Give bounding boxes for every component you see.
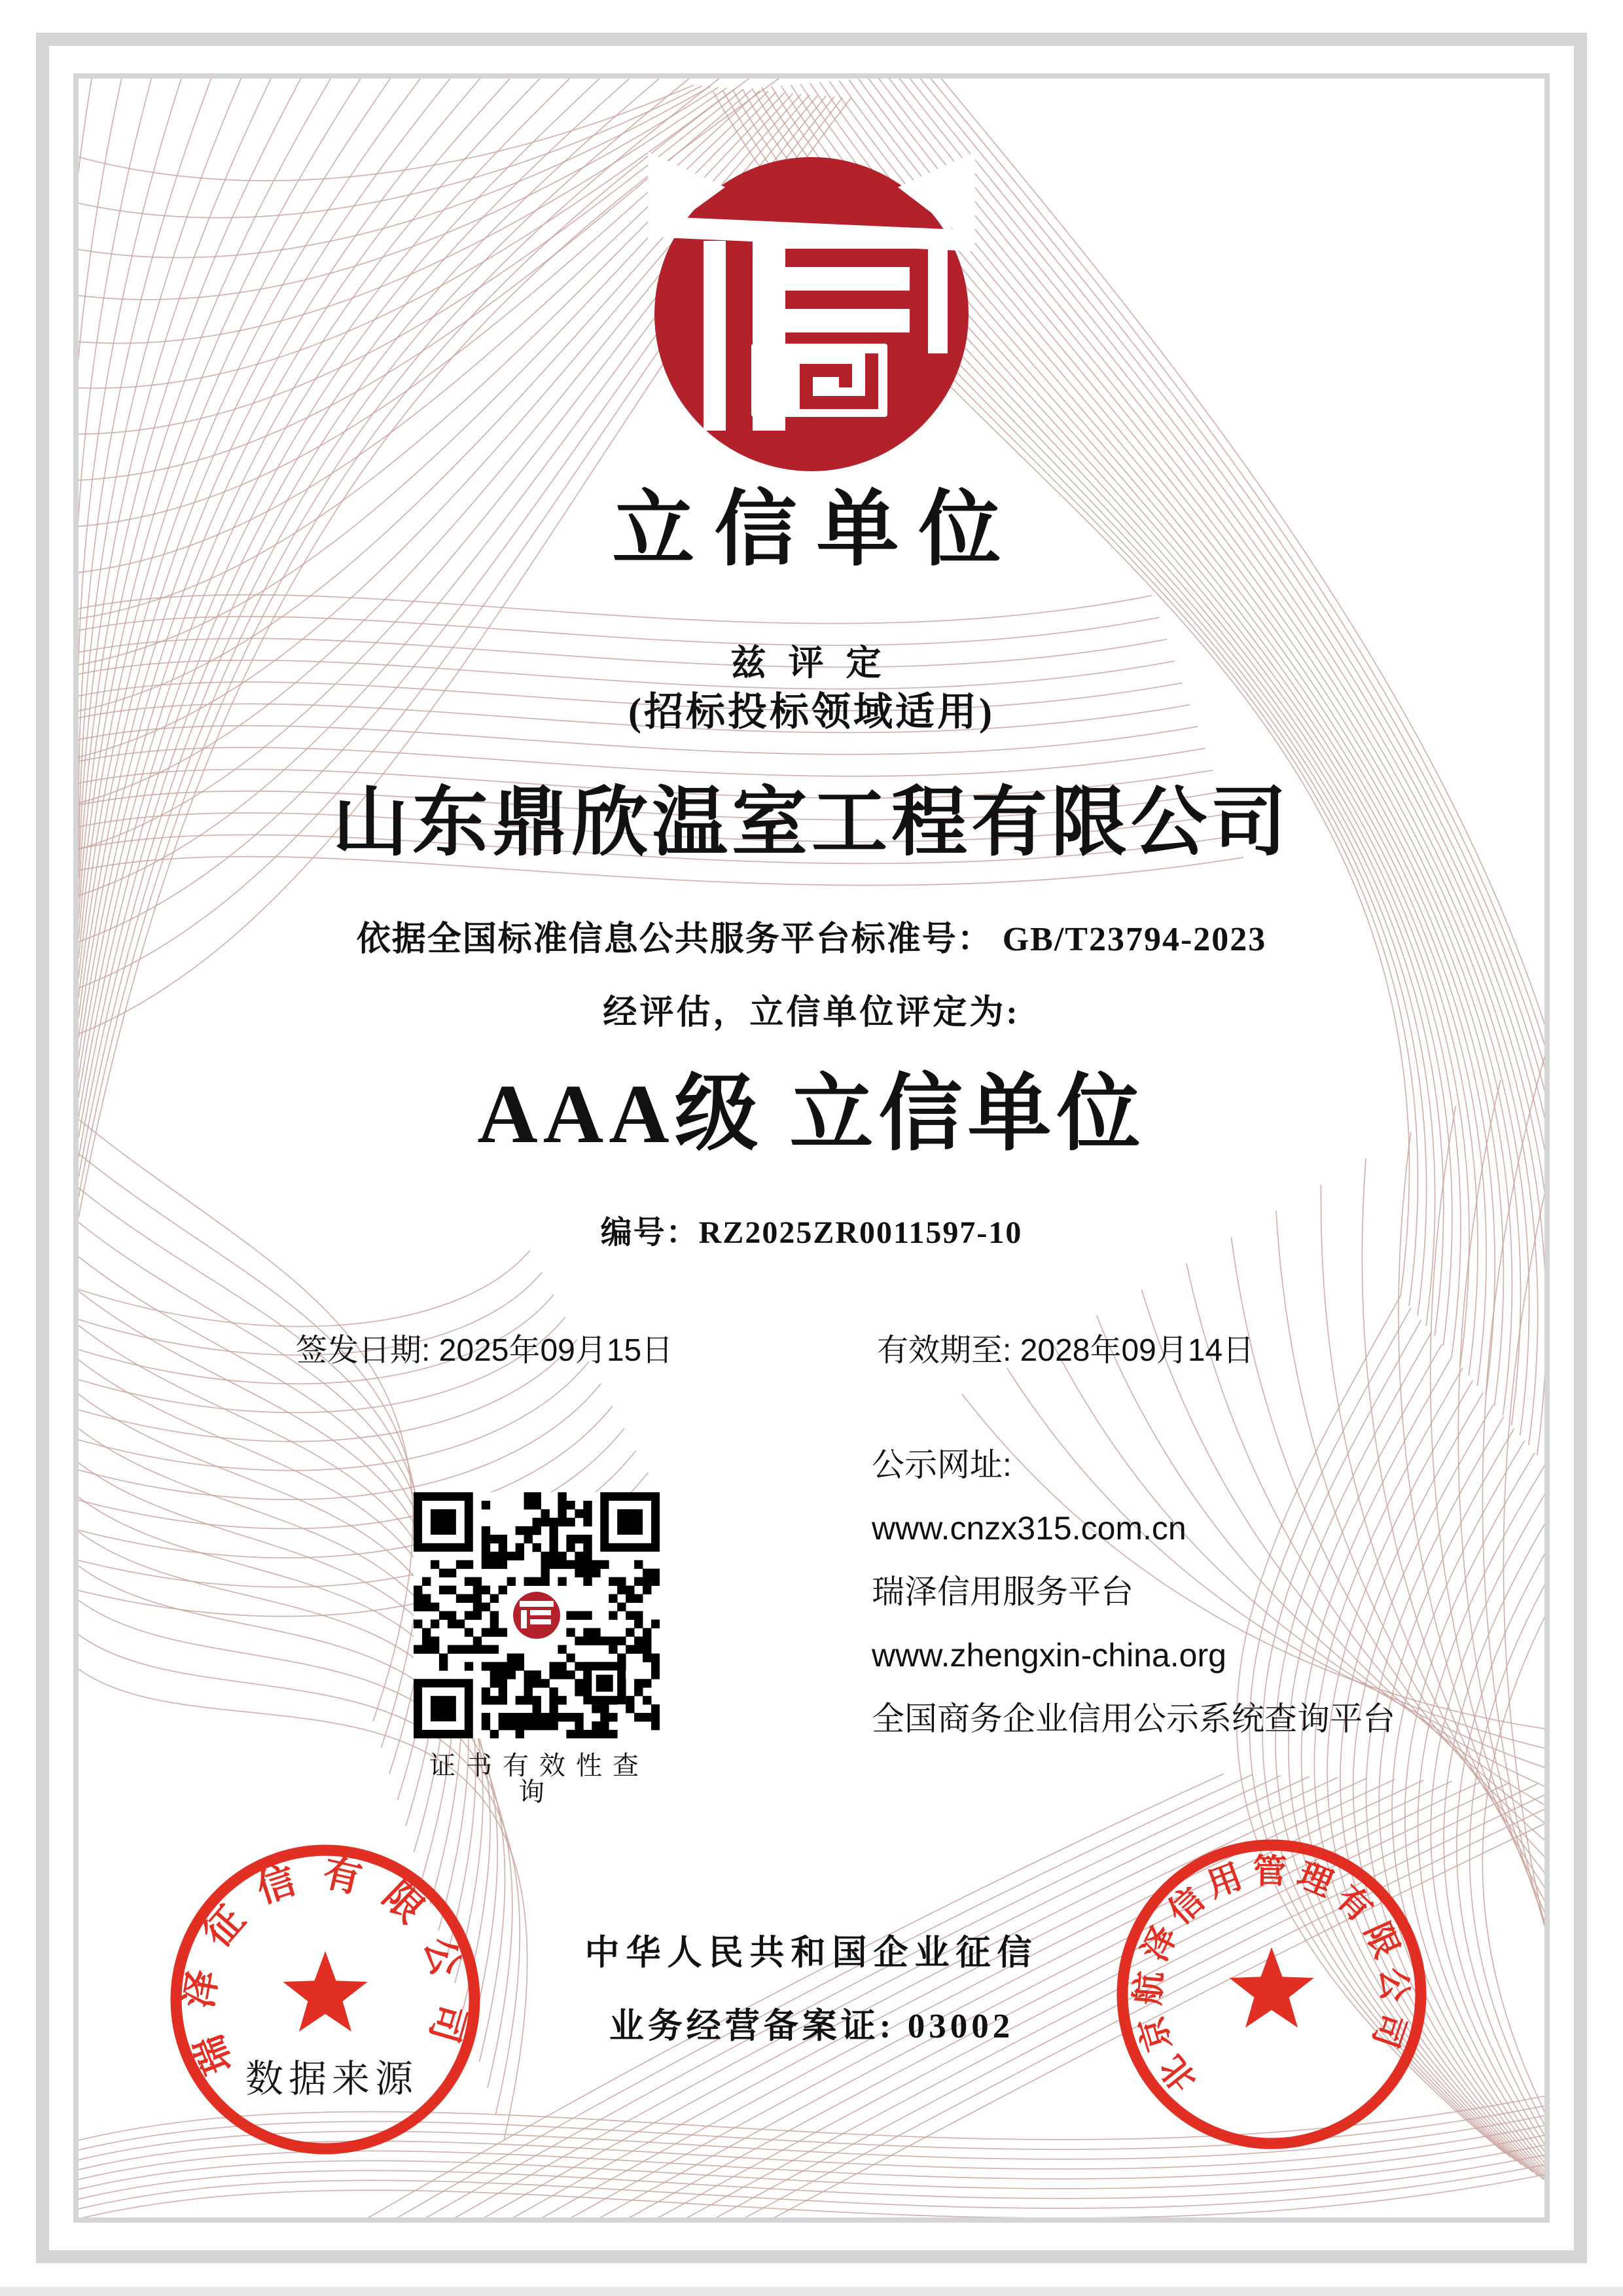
- seal-left-stamp: [155, 1829, 495, 2170]
- publicity-url-zhengxin: www.zhengxin-china.org: [872, 1637, 1226, 1674]
- serial-line: 编号：RZ2025ZR0011597-10: [600, 1215, 1023, 1250]
- valid-until-date: 有效期至: 2028年09月14日: [877, 1333, 1255, 1368]
- issue-statement: 兹评定: [730, 643, 904, 683]
- qr-code: [414, 1492, 660, 1738]
- publicity-label: 公示网址:: [872, 1446, 1012, 1483]
- issue-date: 签发日期: 2025年09月15日: [296, 1333, 673, 1368]
- seal-right-stamp: [1101, 1824, 1442, 2164]
- standard-line: 依据全国标准信息公共服务平台标准号： GB/T23794-2023: [356, 921, 1267, 958]
- badge-title: 立信单位: [612, 485, 1021, 576]
- star-icon: [1229, 1947, 1313, 2028]
- publicity-url-cnzx: www.cnzx315.com.cn: [872, 1510, 1186, 1547]
- seal-right-text: 北京航泽信用管理有限公司: [1130, 1853, 1414, 2098]
- star-icon: [283, 1951, 367, 2032]
- publicity-list: [872, 1433, 1395, 1751]
- rating-line: AAA级 立信单位: [477, 1067, 1146, 1160]
- data-source-label: 数据来源: [245, 2058, 419, 2100]
- scope-note: (招标投标领域适用): [628, 691, 995, 734]
- page-bottom-edge: [0, 2287, 1623, 2296]
- footer-license-line: 业务经营备案证: 03002: [609, 2007, 1014, 2045]
- publicity-platform-ruize: 瑞泽信用服务平台: [872, 1573, 1133, 1610]
- assessment-line: 经评估，立信单位评定为:: [603, 994, 1020, 1031]
- footer-credit-line: 中华人民共和国企业征信: [584, 1934, 1039, 1972]
- seal-left-text: 瑞泽征信有限公司: [177, 1851, 474, 2080]
- credit-xin-logo-icon: [648, 151, 975, 478]
- qr-caption: 证书有效性查询: [429, 1751, 649, 1806]
- company-name: 山东鼎欣温室工程有限公司: [332, 781, 1291, 865]
- publicity-platform-national: 全国商务企业信用公示系统查询平台: [872, 1700, 1395, 1737]
